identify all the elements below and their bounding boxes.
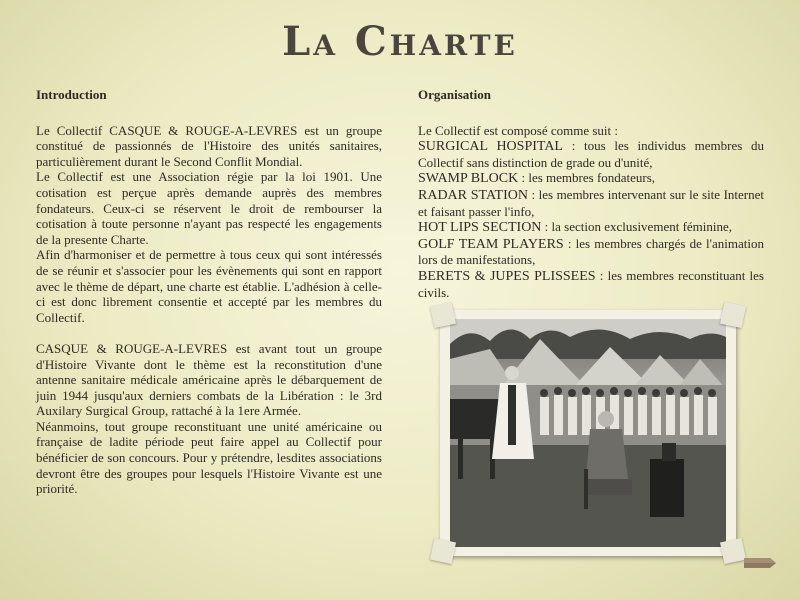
intro-paragraph: Afin d'harmoniser et de permettre à tous ceux qui sont intéressés de se réunir et s'associer pour les évènements qui sont en rapport avec le thème de départ, une charte est établie. L'adhésion à celle-ci est donc librement consentie et accepté par les membres du Collectif. [36, 247, 382, 325]
item-desc: : les membres intervenant sur le site Internet et faisant passer l'info, [418, 186, 764, 219]
organisation-item [418, 219, 764, 236]
item-name: HOT LIPS SECTION [418, 220, 542, 236]
next-page-button[interactable] [744, 556, 776, 570]
item-name: GOLF TEAM PLAYERS [418, 236, 564, 252]
photo-corner [720, 538, 746, 564]
organisation-item [418, 170, 764, 187]
organisation-heading: Organisation [418, 87, 491, 102]
organisation-item [418, 187, 764, 219]
item-desc: : la section exclusivement féminine, [541, 219, 733, 235]
page-title: La Charte [282, 18, 518, 65]
item-name: RADAR STATION [418, 187, 528, 203]
item-desc: : tous les individus membres du Collectif sans distinction de grade ou d'unité, [418, 138, 764, 170]
item-name: SWAMP BLOCK [418, 171, 519, 187]
organisation-column [418, 87, 764, 300]
next-arrow-icon [744, 556, 776, 570]
item-name: BERETS & JUPES PLISSEES [418, 268, 596, 284]
intro-paragraph: Le Collectif CASQUE & ROUGE-A-LEVRES est un groupe constitué de passionnés de l'Histoire des unités sanitaires, particulièrement durant le Second Conflit Mondial. [36, 122, 382, 169]
organisation-item [418, 236, 764, 268]
intro-paragraph: Le Collectif est une Association régie par la loi 1901. Une cotisation est perçue après demande auprès des membres fondateurs. Ceux-ci se réservent le droit de rembourser la cotisation à toute personne n'ayant pas respecté les engagements de la presente Charte. [36, 169, 382, 247]
intro-paragraph: Néanmoins, tout groupe reconstituant une unité américaine ou française de ladite période peut faire appel au Collectif pour bénéficier de son concours. Pour y prétendre, lesdites associations devront être des groupes pour lesquels l'Histoire Vivante est une priorité. [36, 418, 382, 497]
item-name: SURGICAL HOSPITAL [418, 139, 563, 155]
intro-paragraph: CASQUE & ROUGE-A-LEVRES est avant tout un groupe d'Histoire Vivante dont le thème est la reconstitution d'une antenne sanitaire médicale américaine après le débarquement de juin 1944 jusqu'aux derniers combats de la Libération : le 3rd Auxilary Surgical Group, rattaché à la 1ere Armée. [36, 340, 382, 419]
photo-illustration [450, 319, 726, 547]
photo-corner [430, 538, 456, 564]
photo-corner [430, 302, 456, 328]
item-desc: : les membres fondateurs, [518, 170, 656, 186]
item-desc: : les membres reconstituant les civils. [418, 267, 764, 300]
photo-frame [440, 310, 736, 556]
photo-corner [720, 302, 746, 328]
organisation-item [418, 138, 764, 170]
introduction-heading: Introduction [36, 87, 107, 102]
introduction-column [36, 87, 382, 497]
historical-photo [450, 319, 726, 547]
organisation-item [418, 268, 764, 300]
organisation-intro: Le Collectif est composé comme suit : [418, 122, 619, 138]
item-desc: : les membres chargés de l'animation lors de manifestations, [418, 235, 764, 268]
